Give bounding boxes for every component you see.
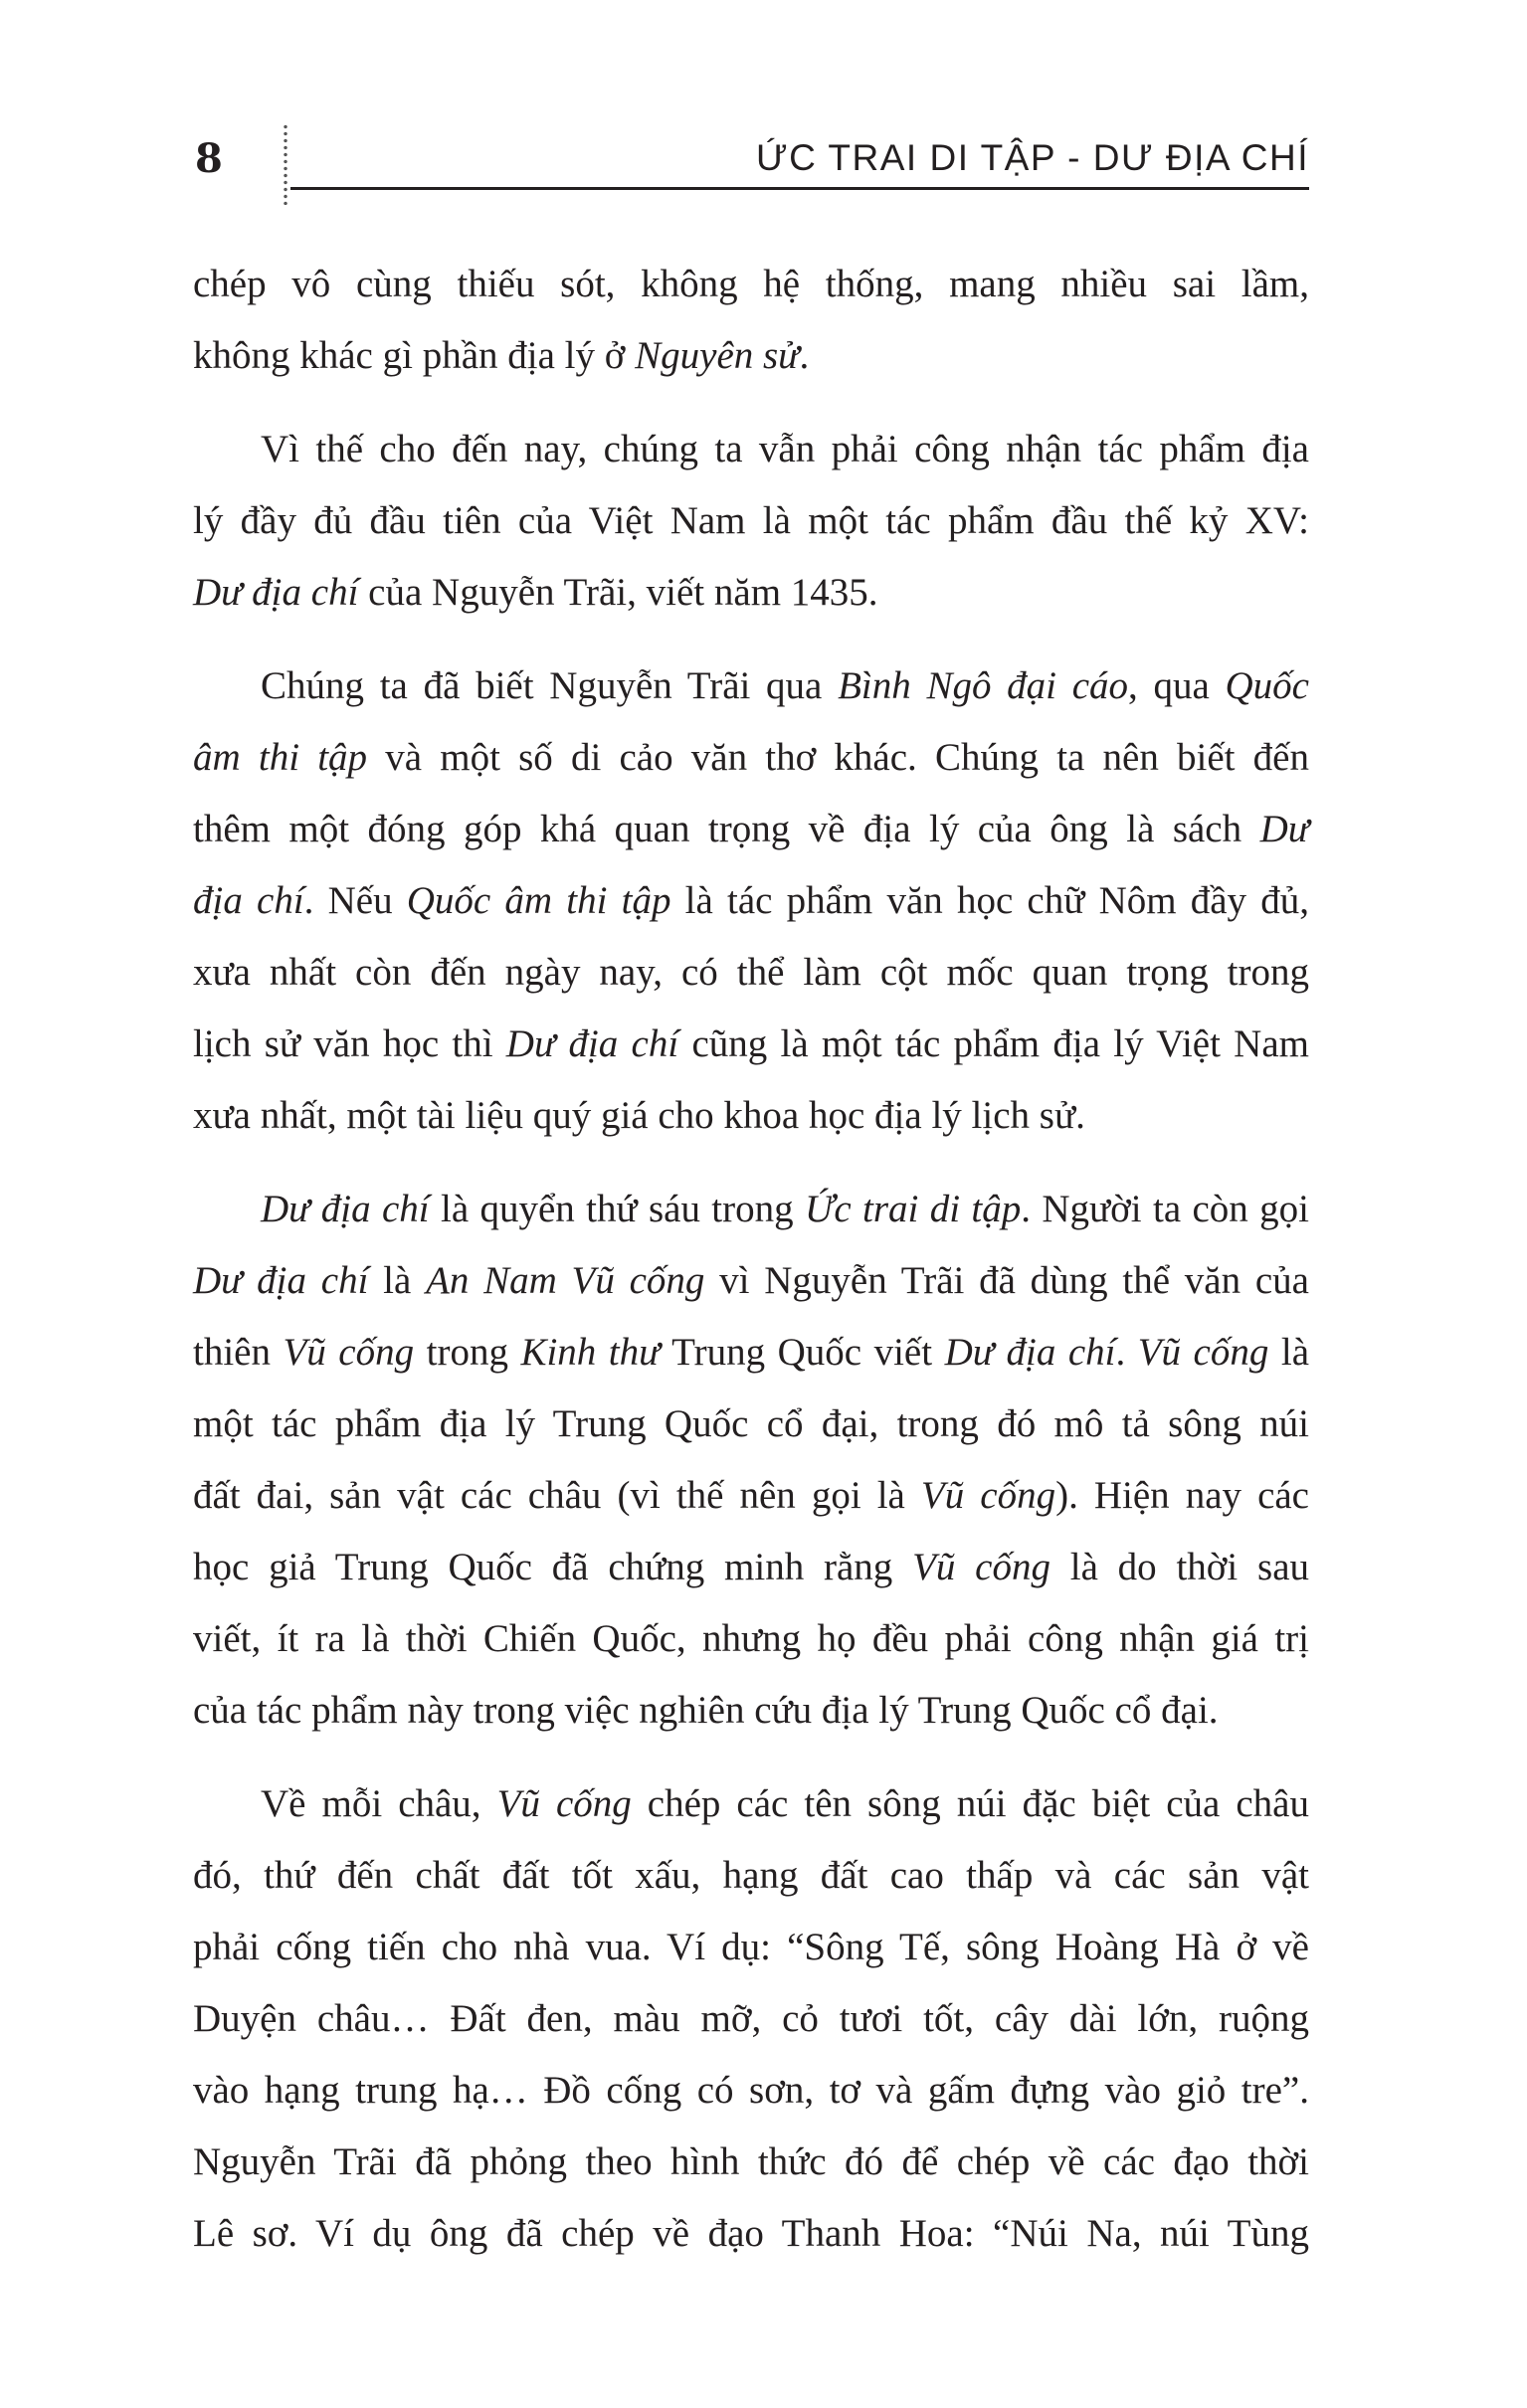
text-run: là — [368, 1259, 427, 1302]
text-run: và một số di cảo văn thơ khác. Chúng ta nên biết đến — [367, 736, 1309, 779]
italic-title: Bình Ngô đại cáo — [838, 664, 1129, 707]
text-run: Trung Quốc viết — [660, 1331, 945, 1374]
italic-title: Dư — [1259, 808, 1309, 850]
text-line — [193, 1460, 1309, 1532]
text-line — [193, 320, 1309, 392]
text-line — [193, 722, 1309, 794]
text-run: là do thời sau — [1050, 1546, 1309, 1588]
italic-title: Vũ cống — [912, 1546, 1050, 1588]
text-run: chép các tên sông núi đặc biệt của châu — [631, 1782, 1309, 1825]
text-run: Nguyễn Trãi đã phỏng theo hình thức đó để chép về các đạo thời — [193, 2140, 1309, 2183]
text-line — [193, 1532, 1309, 1603]
text-run: không khác gì phần địa lý ở — [193, 334, 636, 377]
italic-title: Dư địa chí — [944, 1331, 1116, 1374]
text-run: Về mỗi châu, — [261, 1782, 497, 1825]
text-run: chép vô cùng thiếu sót, không hệ thống, mang nhiều sai lầm, — [193, 263, 1309, 305]
text-run: ). Hiện nay các — [1055, 1474, 1309, 1517]
text-run: cũng là một tác phẩm địa lý Việt Nam — [678, 1022, 1309, 1065]
text-line — [193, 865, 1309, 937]
header-rule — [290, 187, 1309, 190]
text-line — [193, 2198, 1309, 2270]
text-line — [193, 1317, 1309, 1389]
text-run: thiên — [193, 1331, 284, 1374]
text-line — [193, 1174, 1309, 1245]
text-run: lịch sử văn học thì — [193, 1022, 506, 1065]
text-run: là quyển thứ sáu trong — [429, 1188, 805, 1230]
text-run: lý đầy đủ đầu tiên của Việt Nam là một tác phẩm đầu thế kỷ XV: — [193, 499, 1309, 542]
text-run: xưa nhất còn đến ngày nay, có thể làm cột mốc quan trọng trong — [193, 951, 1309, 994]
text-line — [193, 650, 1309, 722]
page-header — [0, 0, 1527, 229]
italic-title: địa chí — [193, 879, 304, 922]
italic-title: Kinh thư — [520, 1331, 661, 1374]
text-run: viết, ít ra là thời Chiến Quốc, nhưng họ đều phải công nhận giá trị — [193, 1617, 1309, 1660]
ornament-divider — [281, 123, 290, 205]
paragraph — [193, 650, 1309, 1152]
italic-title: Quốc — [1225, 664, 1309, 707]
text-run: vì Nguyễn Trãi đã dùng thể văn của — [704, 1259, 1309, 1302]
paragraph-gap — [193, 1152, 1309, 1174]
text-line — [193, 1603, 1309, 1675]
body-text — [193, 249, 1309, 2270]
italic-title: Vũ cống — [283, 1331, 415, 1374]
text-line — [193, 1983, 1309, 2055]
text-run: thêm một đóng góp khá quan trọng về địa lý của ông là sách — [193, 808, 1260, 850]
italic-title: Quốc âm thi tập — [406, 879, 671, 922]
text-line — [193, 557, 1309, 629]
text-run: đó, thứ đến chất đất tốt xấu, hạng đất cao thấp và các sản vật — [193, 1854, 1309, 1897]
text-run: của tác phẩm này trong việc nghiên cứu địa lý Trung Quốc cổ đại. — [193, 1689, 1219, 1732]
text-run: vào hạng trung hạ… Đồ cống có sơn, tơ và gấm đựng vào giỏ tre”. — [193, 2069, 1309, 2112]
paragraph — [193, 1174, 1309, 1747]
text-run: là tác phẩm văn học chữ Nôm đầy đủ, — [670, 879, 1309, 922]
text-run: . — [1115, 1331, 1138, 1374]
text-line — [193, 485, 1309, 557]
text-line — [193, 249, 1309, 320]
text-run: một tác phẩm địa lý Trung Quốc cổ đại, trong đó mô tả sông núi — [193, 1402, 1309, 1445]
italic-title: Ức trai di tập — [804, 1188, 1022, 1230]
page-number: 8 — [195, 135, 223, 182]
text-line — [193, 2127, 1309, 2198]
text-run: xưa nhất, một tài liệu quý giá cho khoa học địa lý lịch sử. — [193, 1094, 1085, 1137]
text-run: Lê sơ. Ví dụ ông đã chép về đạo Thanh Hoa: “Núi Na, núi Tùng — [193, 2212, 1309, 2255]
text-line — [193, 1840, 1309, 1912]
text-run: , qua — [1128, 664, 1226, 707]
italic-title: Dư địa chí — [193, 1259, 369, 1302]
italic-title: Dư địa chí — [261, 1188, 430, 1230]
text-run: đất đai, sản vật các châu (vì thế nên gọi là — [193, 1474, 921, 1517]
paragraph-gap — [193, 392, 1309, 414]
text-line — [193, 2055, 1309, 2127]
italic-title: Dư địa chí — [193, 571, 359, 614]
text-run: . Nếu — [303, 879, 407, 922]
paragraph — [193, 249, 1309, 392]
text-run: là — [1268, 1331, 1309, 1374]
text-run: của Nguyễn Trãi, viết năm 1435. — [358, 571, 878, 614]
italic-title: Nguyên sử — [635, 334, 800, 377]
running-title: ỨC TRAI DI TẬP - DƯ ĐỊA CHÍ — [755, 137, 1309, 178]
text-line — [193, 1245, 1309, 1317]
text-run: Chúng ta đã biết Nguyễn Trãi qua — [261, 664, 839, 707]
paragraph — [193, 414, 1309, 629]
text-run: Vì thế cho đến nay, chúng ta vẫn phải công nhận tác phẩm địa — [261, 428, 1309, 470]
text-line — [193, 1009, 1309, 1080]
text-run: học giả Trung Quốc đã chứng minh rằng — [193, 1546, 913, 1588]
paragraph — [193, 1768, 1309, 2270]
text-line — [193, 1912, 1309, 1983]
italic-title: Dư địa chí — [505, 1022, 679, 1065]
paragraph-gap — [193, 629, 1309, 650]
text-line — [193, 1768, 1309, 1840]
text-line — [193, 1389, 1309, 1460]
italic-title: Vũ cống — [920, 1474, 1056, 1517]
italic-title: Vũ cống — [1137, 1331, 1269, 1374]
paragraph-gap — [193, 1747, 1309, 1768]
italic-title: âm thi tập — [193, 736, 368, 779]
text-run: . Người ta còn gọi — [1021, 1188, 1309, 1230]
italic-title: An Nam Vũ cống — [426, 1259, 705, 1302]
text-run: . — [799, 334, 810, 377]
text-line — [193, 794, 1309, 865]
text-run: phải cống tiến cho nhà vua. Ví dụ: “Sông Tế, sông Hoàng Hà ở về — [193, 1926, 1309, 1968]
text-run: Duyện châu… Đất đen, màu mỡ, cỏ tươi tốt, cây dài lớn, ruộng — [193, 1997, 1309, 2040]
text-line — [193, 1080, 1309, 1152]
text-run: trong — [414, 1331, 521, 1374]
text-line — [193, 414, 1309, 485]
italic-title: Vũ cống — [496, 1782, 632, 1825]
text-line — [193, 937, 1309, 1009]
text-line — [193, 1675, 1309, 1747]
